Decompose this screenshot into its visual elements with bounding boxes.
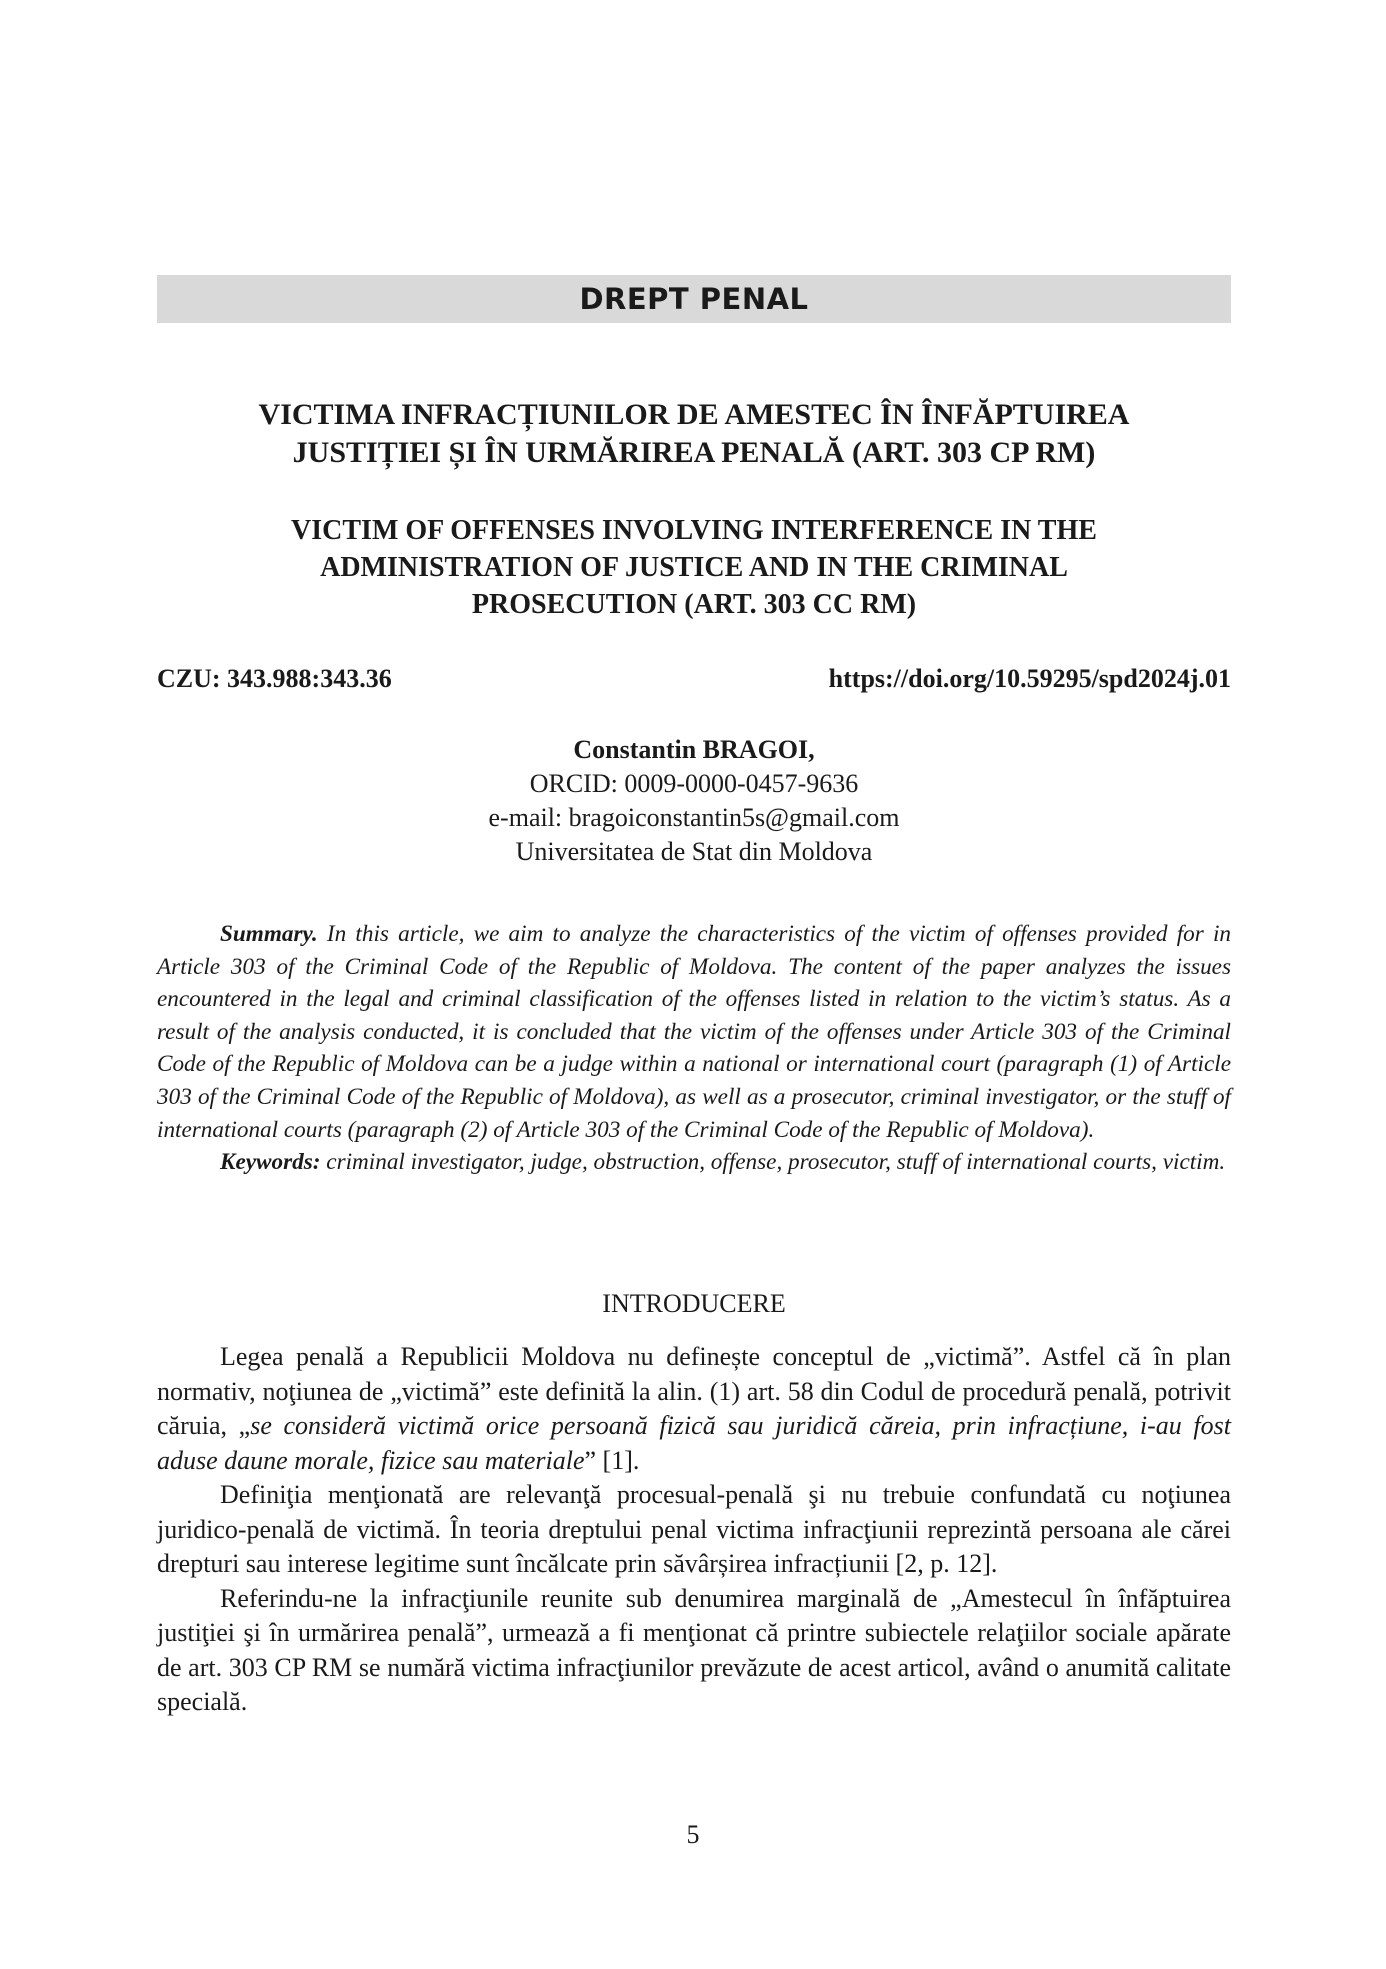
author-email: e-mail: bragoiconstantin5s@gmail.com bbox=[488, 803, 900, 832]
identifiers-row bbox=[157, 661, 1231, 697]
summary-label: Summary. bbox=[220, 921, 318, 947]
p1-text: Legea penală a Republicii Moldova nu definește conceptul de „victimă”. Astfel că în plan normativ, noţiunea de „victimă” este definită la alin. (1) art. 58 din Codul de procedură penală, potrivit căruia, „ bbox=[157, 1342, 1231, 1440]
section-label: DREPT PENAL bbox=[579, 282, 809, 316]
title-ro-line: JUSTIȚIEI ȘI ÎN URMĂRIREA PENALĂ (ART. 303 CP RM) bbox=[292, 436, 1096, 469]
title-en-line: VICTIM OF OFFENSES INVOLVING INTERFERENCE IN THE bbox=[291, 515, 1097, 546]
abstract bbox=[157, 918, 1231, 1179]
body-paragraph: Definiţia menţionată are relevanţă procesual-penală şi nu trebuie confundată cu noţiunea juridico-penală de victimă. În teoria dreptului penal victima infracţiunii reprezintă persoana ale cărei drepturi sau interese legitime sunt încălcate prin săvârșirea infracțiunii [2, p. 12]. bbox=[157, 1480, 1231, 1578]
summary-paragraph bbox=[157, 918, 1231, 1146]
author-affiliation: Universitatea de Stat din Moldova bbox=[515, 837, 873, 866]
p1-ref: ” [1]. bbox=[584, 1445, 640, 1475]
doi-link[interactable]: https://doi.org/10.59295/spd2024j.01 bbox=[828, 664, 1231, 693]
intro-body bbox=[157, 1340, 1231, 1720]
author-block bbox=[157, 733, 1231, 869]
keywords-label: Keywords: bbox=[220, 1149, 321, 1176]
title-en-line: ADMINISTRATION OF JUSTICE AND IN THE CRIMINAL bbox=[320, 552, 1068, 583]
body-paragraph: Referindu-ne la infracţiunile reunite sub denumirea marginală de „Amestecul în înfăptuirea justiţiei şi în urmărirea penală”, urmează a fi menţionat că printre subiectele relaţiilor sociale apărate de art. 303 CP RM se numără victima infracţiunilor prevăzute de acest articol, având o anumită calitate specială. bbox=[157, 1583, 1231, 1716]
title-en-line: PROSECUTION (ART. 303 CC RM) bbox=[471, 589, 917, 620]
keywords-text: criminal investigator, judge, obstruction, offense, prosecutor, stuff of international courts, victim. bbox=[320, 1149, 1226, 1176]
page-number: 5 bbox=[686, 1820, 700, 1849]
summary-text: In this article, we aim to analyze the characteristics of the victim of offenses provided for in Article 303 of the Criminal Code of the Republic of Moldova. The content of the paper analyzes the issues encountered in the legal and criminal classification of the offenses listed in relation to the victim’s status. As a result of the analysis conducted, it is concluded that the victim of the offenses under Article 303 of the Criminal Code of the Republic of Moldova can be a judge within a national or international court (paragraph (1) of Article 303 of the Criminal Code of the Republic of Moldova), as well as a prosecutor, criminal investigator, or the stuff of international courts (paragraph (2) of Article 303 of the Criminal Code of the Republic of Moldova). bbox=[157, 921, 1231, 1143]
title-romanian bbox=[157, 396, 1231, 472]
section-banner bbox=[157, 275, 1231, 323]
body-paragraph bbox=[157, 1340, 1231, 1478]
title-english bbox=[157, 512, 1231, 623]
author-name: Constantin BRAGOI, bbox=[573, 735, 815, 764]
intro-heading: INTRODUCERE bbox=[602, 1289, 786, 1318]
author-orcid: ORCID: 0009-0000-0457-9636 bbox=[529, 769, 859, 798]
title-ro-line: VICTIMA INFRACȚIUNILOR DE AMESTEC ÎN ÎNFĂPTUIREA bbox=[258, 398, 1130, 431]
keywords-paragraph bbox=[157, 1146, 1231, 1179]
czu-code: CZU: 343.988:343.36 bbox=[157, 664, 392, 693]
p1-quote: se consideră victimă orice persoană fizică sau juridică căreia, prin infracțiune, i-au fost aduse daune morale, fizice sau materiale bbox=[157, 1411, 1232, 1475]
